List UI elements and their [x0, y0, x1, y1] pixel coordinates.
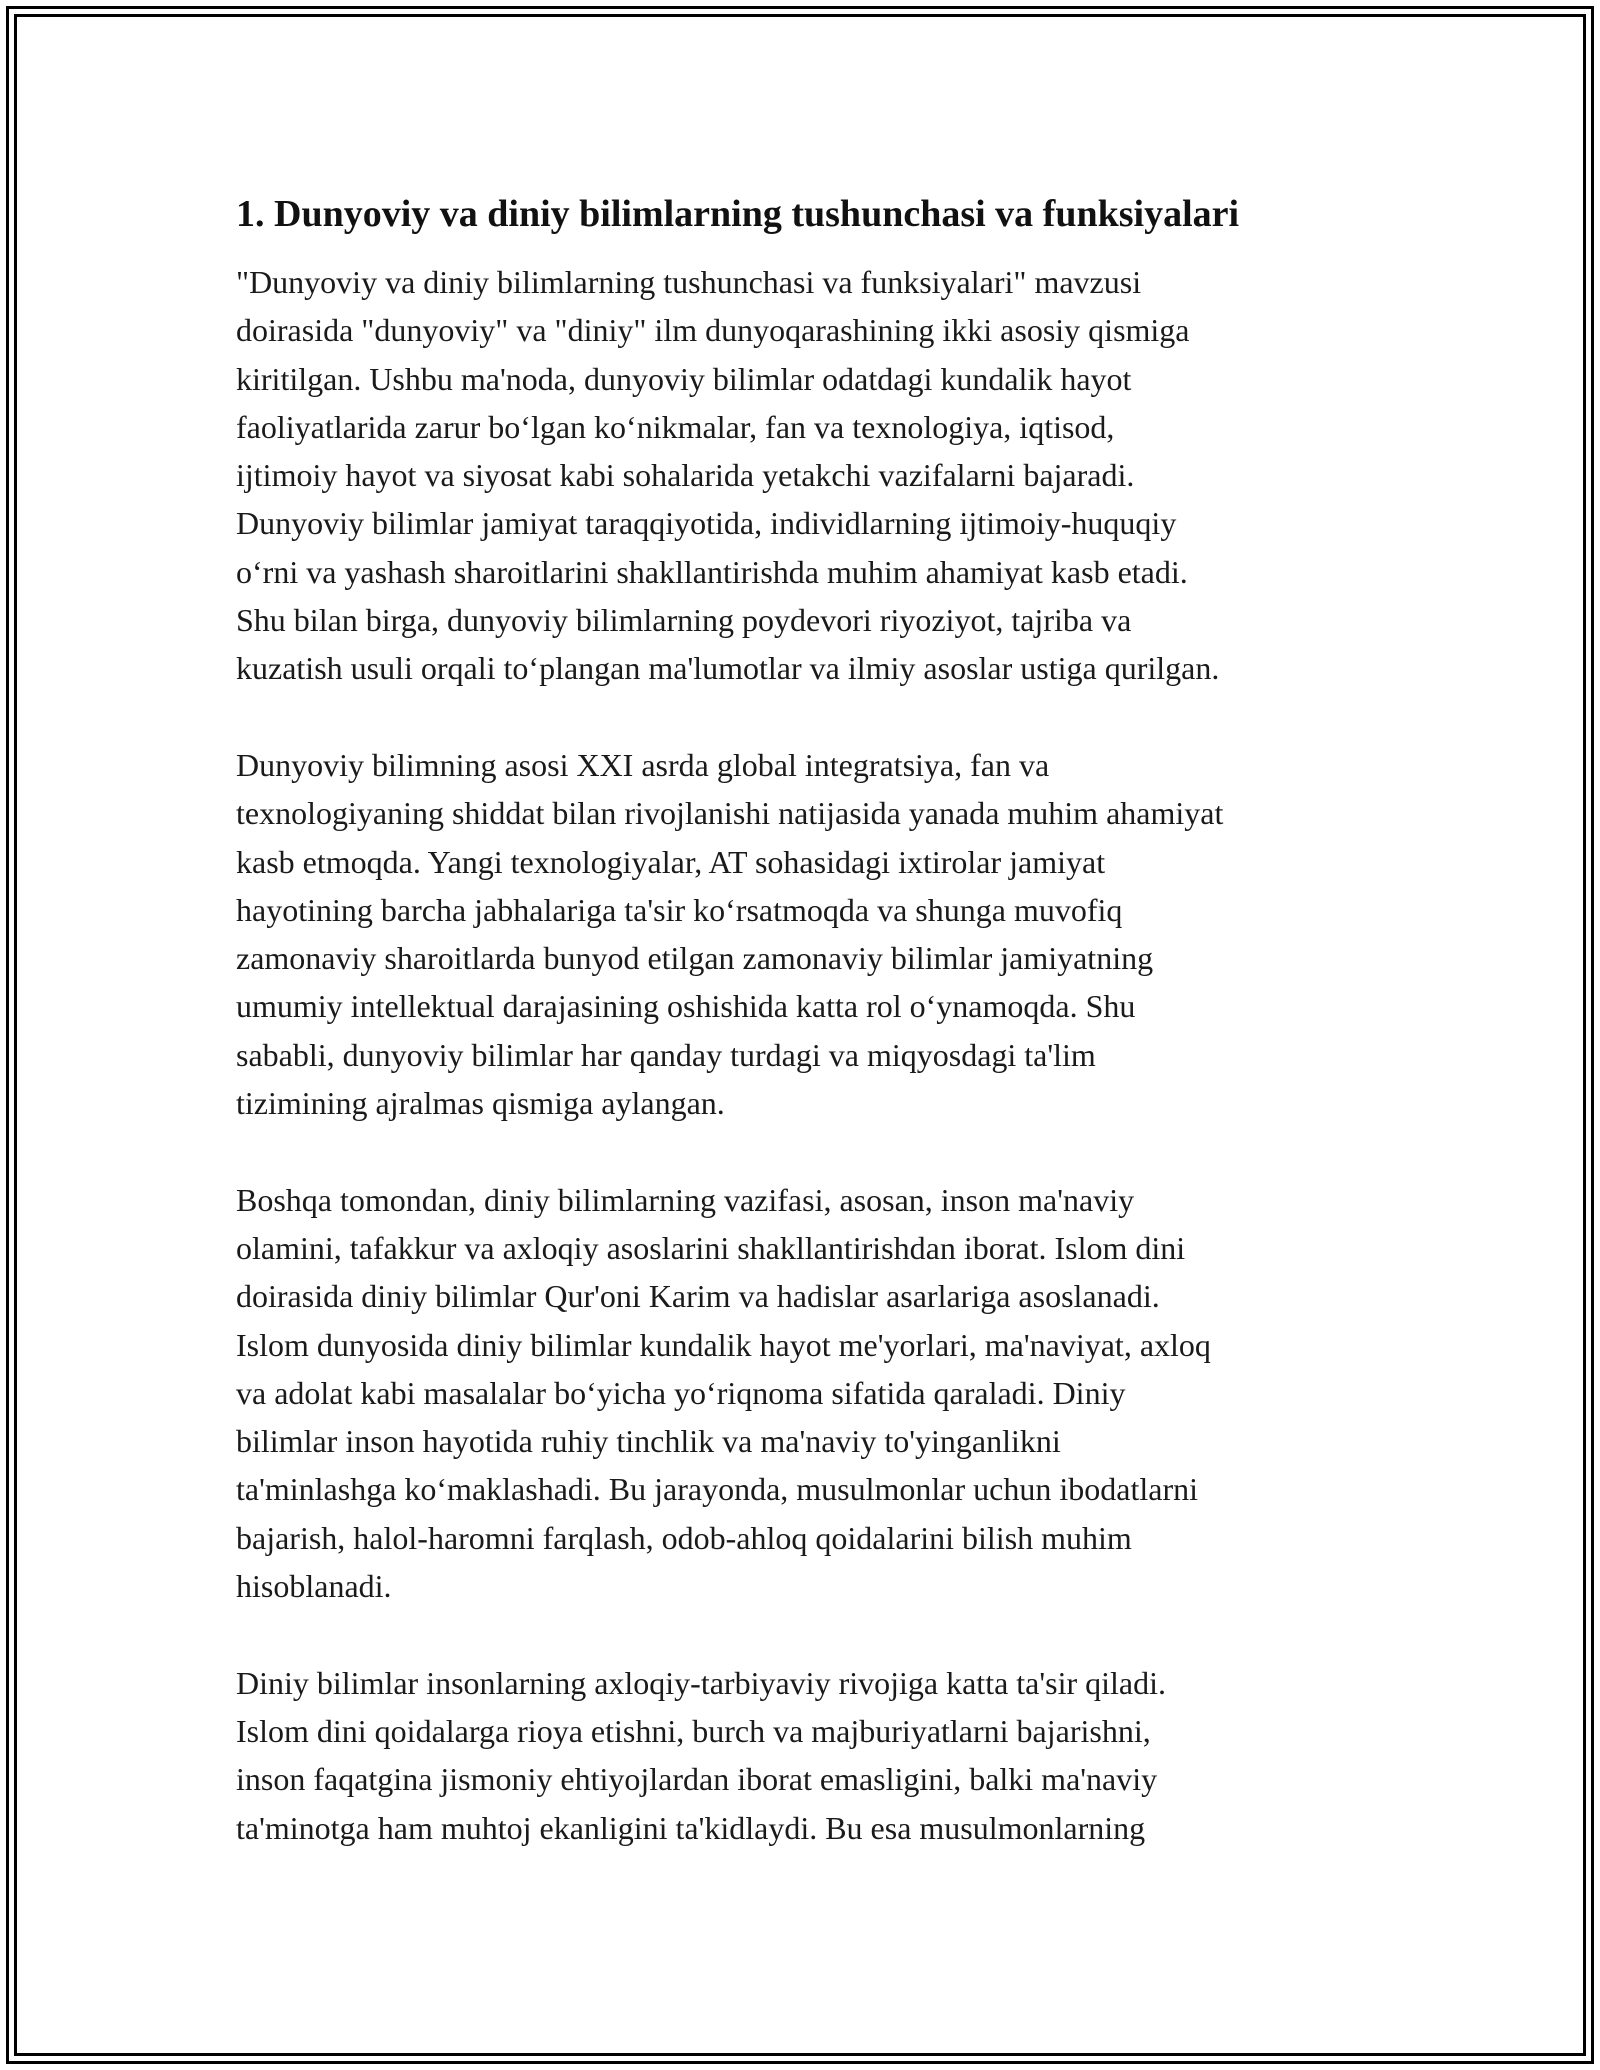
text-line: kuzatish usuli orqali toʻplangan ma'lumotlar va ilmiy asoslar ustiga qurilgan. [236, 650, 1220, 687]
text-line: ta'minlashga koʻmaklashadi. Bu jarayonda, musulmonlar uchun ibodatlarni [236, 1471, 1198, 1508]
paragraph-1 [236, 258, 1376, 693]
paragraph-3 [236, 1176, 1376, 1611]
text-line: olamini, tafakkur va axloqiy asoslarini shakllantirishdan iborat. Islom dini [236, 1229, 1186, 1266]
text-line: Islom dini qoidalarga rioya etishni, burch va majburiyatlarni bajarishni, [236, 1712, 1151, 1749]
text-line: inson faqatgina jismoniy ehtiyojlardan iborat emasligini, balki ma'naviy [236, 1761, 1158, 1798]
text-line: ta'minotga ham muhtoj ekanligini ta'kidlaydi. Bu esa musulmonlarning [236, 1809, 1146, 1846]
text-line: zamonaviy sharoitlarda bunyod etilgan zamonaviy bilimlar jamiyatning [236, 940, 1154, 977]
text-line: sababli, dunyoviy bilimlar har qanday turdagi va miqyosdagi ta'lim [236, 1036, 1096, 1073]
text-line: doirasida "dunyoviy" va "diniy" ilm dunyoqarashining ikki asosiy qismiga [236, 312, 1190, 349]
text-line: "Dunyoviy va diniy bilimlarning tushunchasi va funksiyalari" mavzusi [236, 264, 1142, 300]
text-line: doirasida diniy bilimlar Qur'oni Karim va hadislar asarlariga asoslanadi. [236, 1278, 1160, 1315]
text-line: Shu bilan birga, dunyoviy bilimlarning poydevori riyoziyot, tajriba va [236, 602, 1132, 639]
text-line: texnologiyaning shiddat bilan rivojlanishi natijasida yanada muhim ahamiyat [236, 795, 1224, 832]
text-line: kasb etmoqda. Yangi texnologiyalar, AT sohasidagi ixtirolar jamiyat [236, 843, 1106, 880]
text-line: tizimining ajralmas qismiga aylangan. [236, 1085, 725, 1122]
text-line: hayotining barcha jabhalariga ta'sir koʻrsatmoqda va shunga muvofiq [236, 891, 1123, 928]
text-line: kiritilgan. Ushbu ma'noda, dunyoviy bilimlar odatdagi kundalik hayot [236, 360, 1132, 397]
section-title: 1. Dunyoviy va diniy bilimlarning tushunchasi va funksiyalari [236, 193, 1240, 235]
text-line: Islom dunyosida diniy bilimlar kundalik hayot me'yorlari, ma'naviyat, axloq [236, 1326, 1211, 1363]
text-line: hisoblanadi. [236, 1568, 392, 1605]
text-line: Boshqa tomondan, diniy bilimlarning vazifasi, asosan, inson ma'naviy [236, 1181, 1135, 1218]
document-body [236, 186, 1376, 1900]
text-line: bilimlar inson hayotida ruhiy tinchlik va ma'naviy to'yinganlikni [236, 1423, 1061, 1460]
text-line: Dunyoviy bilimlar jamiyat taraqqiyotida, individlarning ijtimoiy-huquqiy [236, 505, 1177, 542]
text-line: va adolat kabi masalalar boʻyicha yoʻriqnoma sifatida qaraladi. Diniy [236, 1374, 1126, 1411]
text-line: umumiy intellektual darajasining oshishida katta rol oʻynamoqda. Shu [236, 988, 1136, 1025]
text-line: Diniy bilimlar insonlarning axloqiy-tarbiyaviy rivojiga katta ta'sir qiladi. [236, 1664, 1167, 1701]
text-line: oʻrni va yashash sharoitlarini shakllantirishda muhim ahamiyat kasb etadi. [236, 553, 1188, 590]
paragraph-2 [236, 741, 1376, 1127]
text-line: faoliyatlarida zarur boʻlgan koʻnikmalar, fan va texnologiya, iqtisod, [236, 408, 1115, 445]
text-line: ijtimoiy hayot va siyosat kabi sohalarida yetakchi vazifalarni bajaradi. [236, 457, 1135, 494]
text-line: Dunyoviy bilimning asosi XXI asrda global integratsiya, fan va [236, 746, 1050, 783]
paragraph-4 [236, 1659, 1376, 1852]
text-line: bajarish, halol-haromni farqlash, odob-ahloq qoidalarini bilish muhim [236, 1519, 1132, 1556]
